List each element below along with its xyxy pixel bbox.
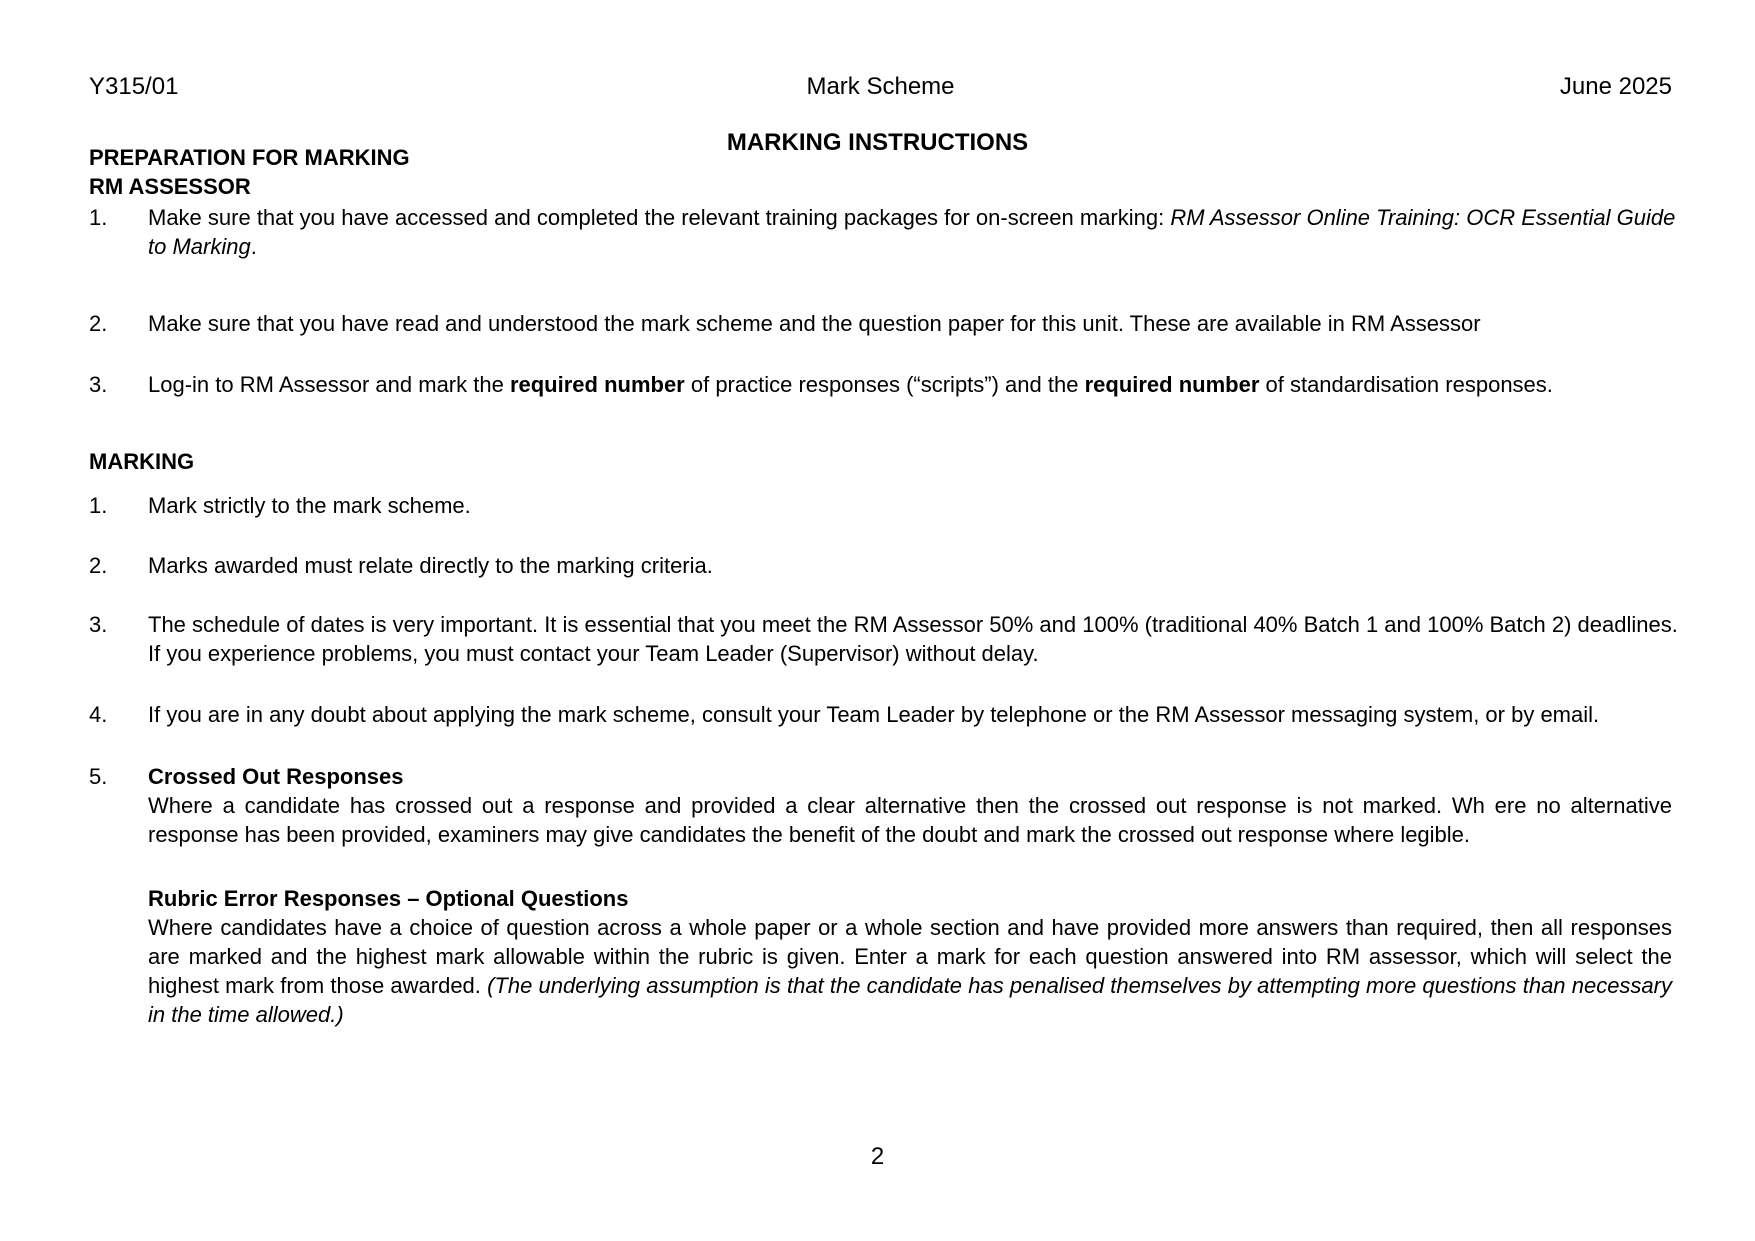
rubric-error-note: (The underlying assumption is that the candidate has penalised themselves by attempting more questions than necessary in the time allowed.): [148, 973, 1672, 1027]
item-number: 3.: [89, 372, 108, 397]
marking-item-5: [89, 762, 1694, 849]
item-number: 1.: [89, 205, 108, 230]
item-number: 2.: [89, 311, 108, 336]
preparation-item-2: [89, 309, 1694, 338]
item-text: Make sure that you have read and understood the mark scheme and the question paper for this unit. These are available in RM Assessor: [148, 311, 1481, 336]
item-text: [148, 762, 1672, 849]
marking-item-2: [89, 551, 1694, 580]
crossed-out-heading: Crossed Out Responses: [148, 764, 404, 789]
item-text: If you are in any doubt about applying the mark scheme, consult your Team Leader by telephone or the RM Assessor messaging system, or by email.: [148, 702, 1600, 727]
rubric-error-section: [148, 884, 1672, 1029]
page-title: MARKING INSTRUCTIONS: [726, 129, 1029, 156]
paper-code: Y315/01: [89, 73, 179, 100]
preparation-item-3: [89, 370, 1694, 399]
rubric-error-text: Where candidates have a choice of question across a whole paper or a whole section and have provided more answers than required, then all responses are marked and the highest mark allowable within the rubric is given. Enter a mark for each question answered into RM assessor, which will select the highest mark from those awarded.: [148, 915, 1672, 998]
preparation-heading: PREPARATION FOR MARKING: [89, 145, 410, 170]
item-number: 5.: [89, 764, 108, 789]
item-number: 2.: [89, 553, 108, 578]
item-text: Marks awarded must relate directly to the marking criteria.: [148, 553, 713, 578]
rubric-error-heading: Rubric Error Responses – Optional Questions: [148, 886, 629, 911]
page-number: 2: [870, 1143, 885, 1170]
marking-heading: MARKING: [89, 449, 195, 474]
page-header: [89, 73, 1672, 107]
document-type: Mark Scheme: [806, 73, 955, 100]
preparation-item-1: [89, 203, 1694, 261]
rm-assessor-heading: RM ASSESSOR: [89, 174, 251, 199]
marking-item-4: [89, 700, 1694, 729]
item-number: 4.: [89, 702, 108, 727]
marking-item-3: [89, 610, 1694, 668]
item-number: 1.: [89, 493, 108, 518]
item-text: Log-in to RM Assessor and mark the required number of practice responses (“scripts”) and the required number of standardisation responses.: [148, 372, 1553, 397]
item-number: 3.: [89, 612, 108, 637]
item-text: Mark strictly to the mark scheme.: [148, 493, 471, 518]
crossed-out-text: Where a candidate has crossed out a response and provided a clear alternative then the crossed out response is not marked. Wh ere no alternative response has been provided, examiners may give candidates the benefit of the doubt and mark the crossed out response where legible.: [148, 793, 1672, 847]
item-text: Make sure that you have accessed and completed the relevant training packages for on-screen marking: RM Assessor Online Training: OCR Essential Guide to Marking.: [148, 205, 1676, 259]
marking-item-1: [89, 491, 1694, 520]
training-title: RM Assessor Online Training: OCR Essential Guide to Marking: [148, 205, 1676, 259]
item-text: The schedule of dates is very important. It is essential that you meet the RM Assessor 50% and 100% (traditional 40% Batch 1 and 100% Batch 2) deadlines. If you experience problems, you must contact your Team Leader (Supervisor) without delay.: [148, 612, 1678, 666]
exam-date: June 2025: [1559, 73, 1672, 100]
